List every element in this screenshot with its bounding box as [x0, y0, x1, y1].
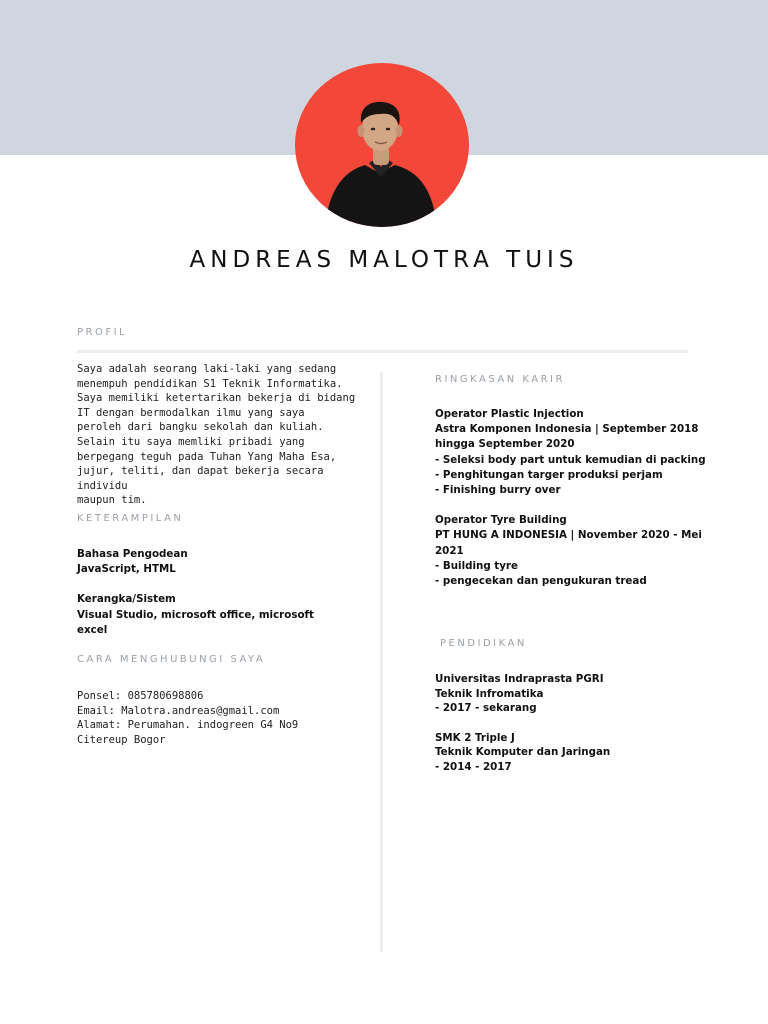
- profil-line: IT dengan bermodalkan ilmu yang saya: [77, 406, 305, 419]
- contact-block: [77, 689, 377, 747]
- vertical-divider: [380, 372, 383, 952]
- horizontal-divider: [77, 350, 688, 353]
- profil-line: jujur, teliti, dan dapat bekerja secara individu: [77, 465, 324, 492]
- education-line: Teknik Infromatika: [435, 687, 544, 700]
- profil-line: menempuh pendidikan S1 Teknik Informatika.: [77, 377, 343, 390]
- person-portrait-image: [295, 63, 469, 227]
- profil-line: maupun tim.: [77, 494, 147, 507]
- section-label-profil: PROFIL: [77, 327, 128, 338]
- skill-title: Kerangka/Sistem: [77, 593, 176, 606]
- career-line: Astra Komponen Indonesia | September 2018: [435, 423, 699, 436]
- full-name: ANDREAS MALOTRA TUIS: [189, 247, 579, 273]
- contact-address-cont: Citereup Bogor: [77, 733, 166, 746]
- education-line: - 2014 - 2017: [435, 760, 512, 773]
- education-line: SMK 2 Triple J: [435, 731, 515, 744]
- profil-line: Saya adalah seorang laki-laki yang sedang: [77, 363, 337, 375]
- career-line: hingga September 2020: [435, 438, 575, 451]
- skill-value: excel: [77, 623, 108, 636]
- career-line: Operator Tyre Building: [435, 514, 567, 527]
- education-line: Teknik Komputer dan Jaringan: [435, 746, 611, 759]
- contact-phone: Ponsel: 085780698806: [77, 690, 204, 702]
- career-line: - Finishing burry over: [435, 484, 561, 497]
- profile-photo: [295, 63, 469, 227]
- section-label-kontak: CARA MENGHUBUNGI SAYA: [77, 654, 266, 665]
- career-line: - Penghitungan targer produksi perjam: [435, 468, 663, 481]
- education-line: - 2017 - sekarang: [435, 702, 537, 715]
- profil-text: [77, 362, 377, 508]
- profil-line: peroleh dari bangku sekolah dan kuliah.: [77, 421, 324, 434]
- career-line: - Seleksi body part untuk kemudian di packing: [435, 453, 706, 466]
- section-label-karir: RINGKASAN KARIR: [435, 374, 565, 385]
- skill-title: Bahasa Pengodean: [77, 548, 188, 560]
- contact-email: Email: Malotra.andreas@gmail.com: [77, 704, 280, 717]
- career-line: 2021: [435, 544, 464, 557]
- career-line: - pengecekan dan pengukuran tread: [435, 575, 647, 588]
- skills-block: [77, 547, 377, 638]
- contact-address: Alamat: Perumahan. indogreen G4 No9: [77, 719, 299, 732]
- career-line: PT HUNG A INDONESIA | November 2020 - Mei: [435, 529, 702, 542]
- profil-line: Saya memiliki ketertarikan bekerja di bidang: [77, 392, 356, 405]
- section-label-keterampilan: KETERAMPILAN: [77, 513, 184, 524]
- education-line: Universitas Indraprasta PGRI: [435, 673, 604, 685]
- profil-line: berpegang teguh pada Tuhan Yang Maha Esa,: [77, 450, 337, 463]
- career-block: [435, 407, 735, 589]
- profil-line: Selain itu saya memliki pribadi yang: [77, 435, 305, 448]
- skill-value: JavaScript, HTML: [77, 563, 176, 576]
- career-line: - Building tyre: [435, 559, 518, 572]
- career-line: Operator Plastic Injection: [435, 408, 584, 420]
- section-label-pendidikan: PENDIDIKAN: [440, 638, 527, 649]
- education-block: [435, 672, 735, 775]
- skill-value: Visual Studio, microsoft office, microsoft: [77, 608, 314, 621]
